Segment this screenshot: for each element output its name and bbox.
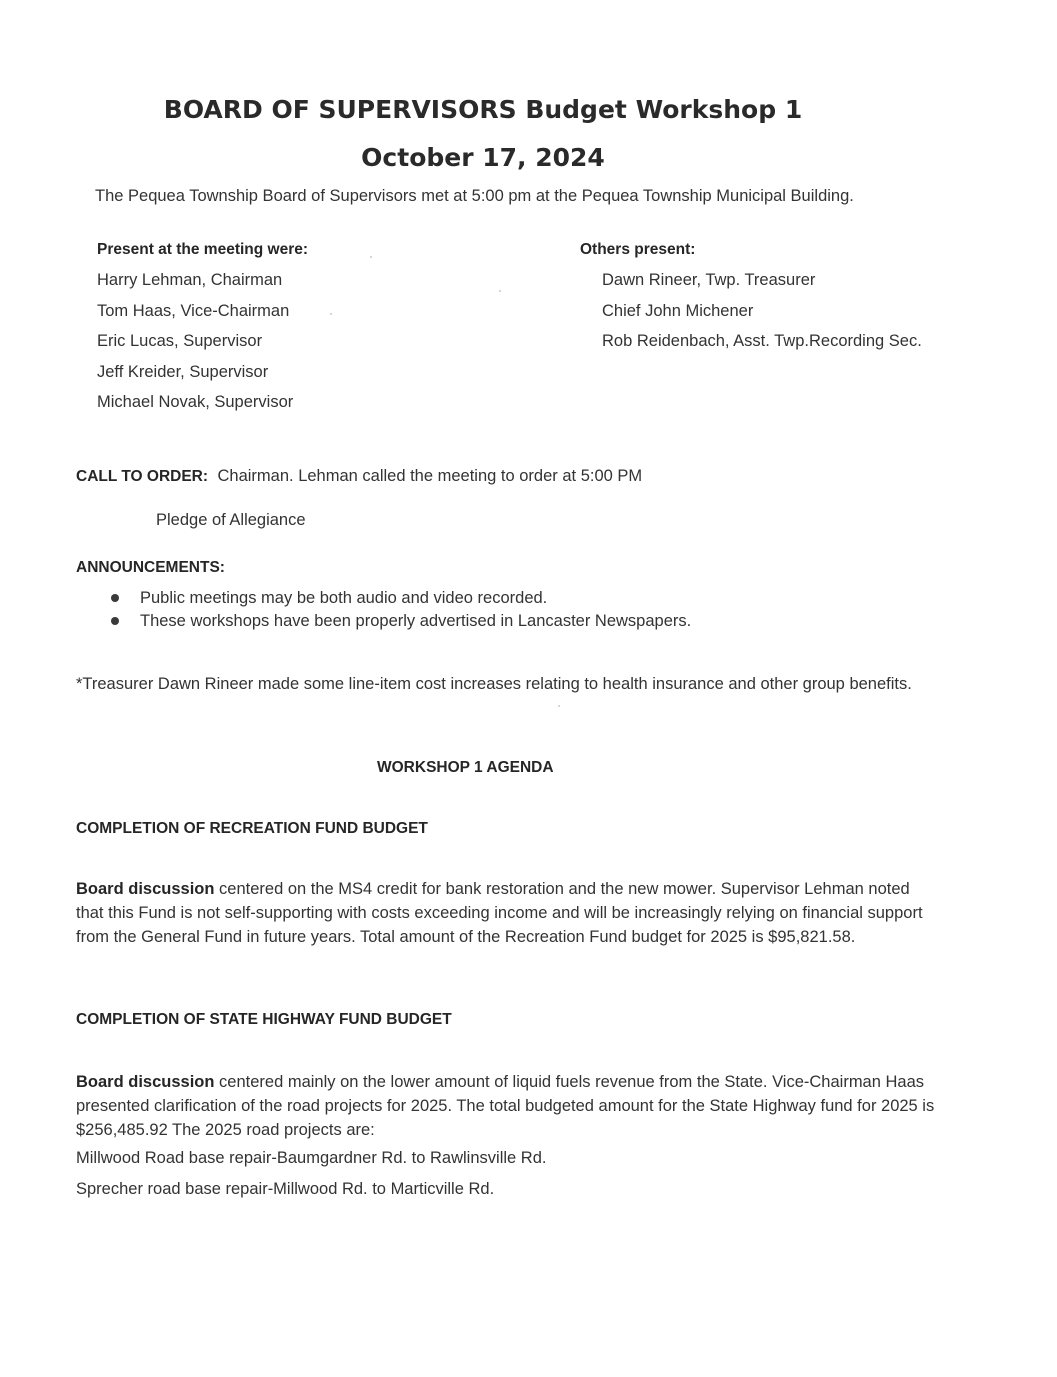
- recreation-heading: COMPLETION OF RECREATION FUND BUDGET: [76, 820, 428, 837]
- recreation-paragraph: [76, 877, 936, 949]
- highway-heading: COMPLETION OF STATE HIGHWAY FUND BUDGET: [76, 1011, 452, 1028]
- call-to-order: [76, 467, 642, 486]
- intro-line: The Pequea Township Board of Supervisors met at 5:00 pm at the Pequea Township Municipal Building.: [95, 187, 854, 205]
- scan-speck: [558, 705, 560, 707]
- bullet-icon: [111, 594, 119, 602]
- road-project: Millwood Road base repair-Baumgardner Rd. to Rawlinsville Rd.: [76, 1149, 547, 1167]
- document-title: BOARD OF SUPERVISORS Budget Workshop 1: [163, 95, 803, 124]
- pledge-text: Pledge of Allegiance: [156, 511, 306, 529]
- agenda-heading: WORKSHOP 1 AGENDA: [377, 759, 554, 776]
- treasurer-note: *Treasurer Dawn Rineer made some line-item cost increases relating to health insurance and other group benefits.: [76, 675, 912, 693]
- scan-speck: [370, 256, 372, 258]
- highway-text: centered mainly on the lower amount of liquid fuels revenue from the State. Vice-Chairman Haas presented clarification of the road projects for 2025. The total budgeted amount for the State Highway fund for 2025 is $256,485.92 The 2025 road projects are:: [76, 1073, 935, 1139]
- recreation-text: centered on the MS4 credit for bank restoration and the new mower. Supervisor Lehman noted that this Fund is not self-supporting with costs exceeding income and will be increasingly relying on financial support from the General Fund in future years. Total amount of the Recreation Fund budget for 2025 is $95,821.58.: [76, 880, 923, 946]
- present-member: Eric Lucas, Supervisor: [97, 332, 263, 350]
- highway-lead: Board discussion: [76, 1073, 215, 1091]
- scan-speck: [499, 290, 501, 292]
- present-member: Michael Novak, Supervisor: [97, 393, 294, 411]
- announcement-text: These workshops have been properly advertised in Lancaster Newspapers.: [140, 612, 692, 630]
- present-member: Harry Lehman, Chairman: [97, 271, 283, 289]
- scan-speck: [330, 313, 332, 315]
- others-member: Rob Reidenbach, Asst. Twp.Recording Sec.: [602, 332, 922, 350]
- announcement-text: Public meetings may be both audio and video recorded.: [140, 589, 548, 607]
- meeting-date: October 17, 2024: [361, 143, 605, 172]
- bullet-icon: [111, 617, 119, 625]
- others-member: Dawn Rineer, Twp. Treasurer: [602, 271, 816, 289]
- recreation-lead: Board discussion: [76, 880, 215, 898]
- others-member: Chief John Michener: [602, 302, 754, 320]
- call-to-order-label: CALL TO ORDER:: [76, 468, 209, 485]
- highway-paragraph: [76, 1070, 961, 1142]
- present-member: Jeff Kreider, Supervisor: [97, 363, 269, 381]
- present-member: Tom Haas, Vice-Chairman: [97, 302, 290, 320]
- present-heading: Present at the meeting were:: [97, 241, 309, 258]
- road-project: Sprecher road base repair-Millwood Rd. to Marticville Rd.: [76, 1180, 495, 1198]
- announcements-heading: ANNOUNCEMENTS:: [76, 559, 225, 576]
- call-to-order-text: Chairman. Lehman called the meeting to order at 5:00 PM: [217, 467, 643, 485]
- others-heading: Others present:: [580, 241, 696, 258]
